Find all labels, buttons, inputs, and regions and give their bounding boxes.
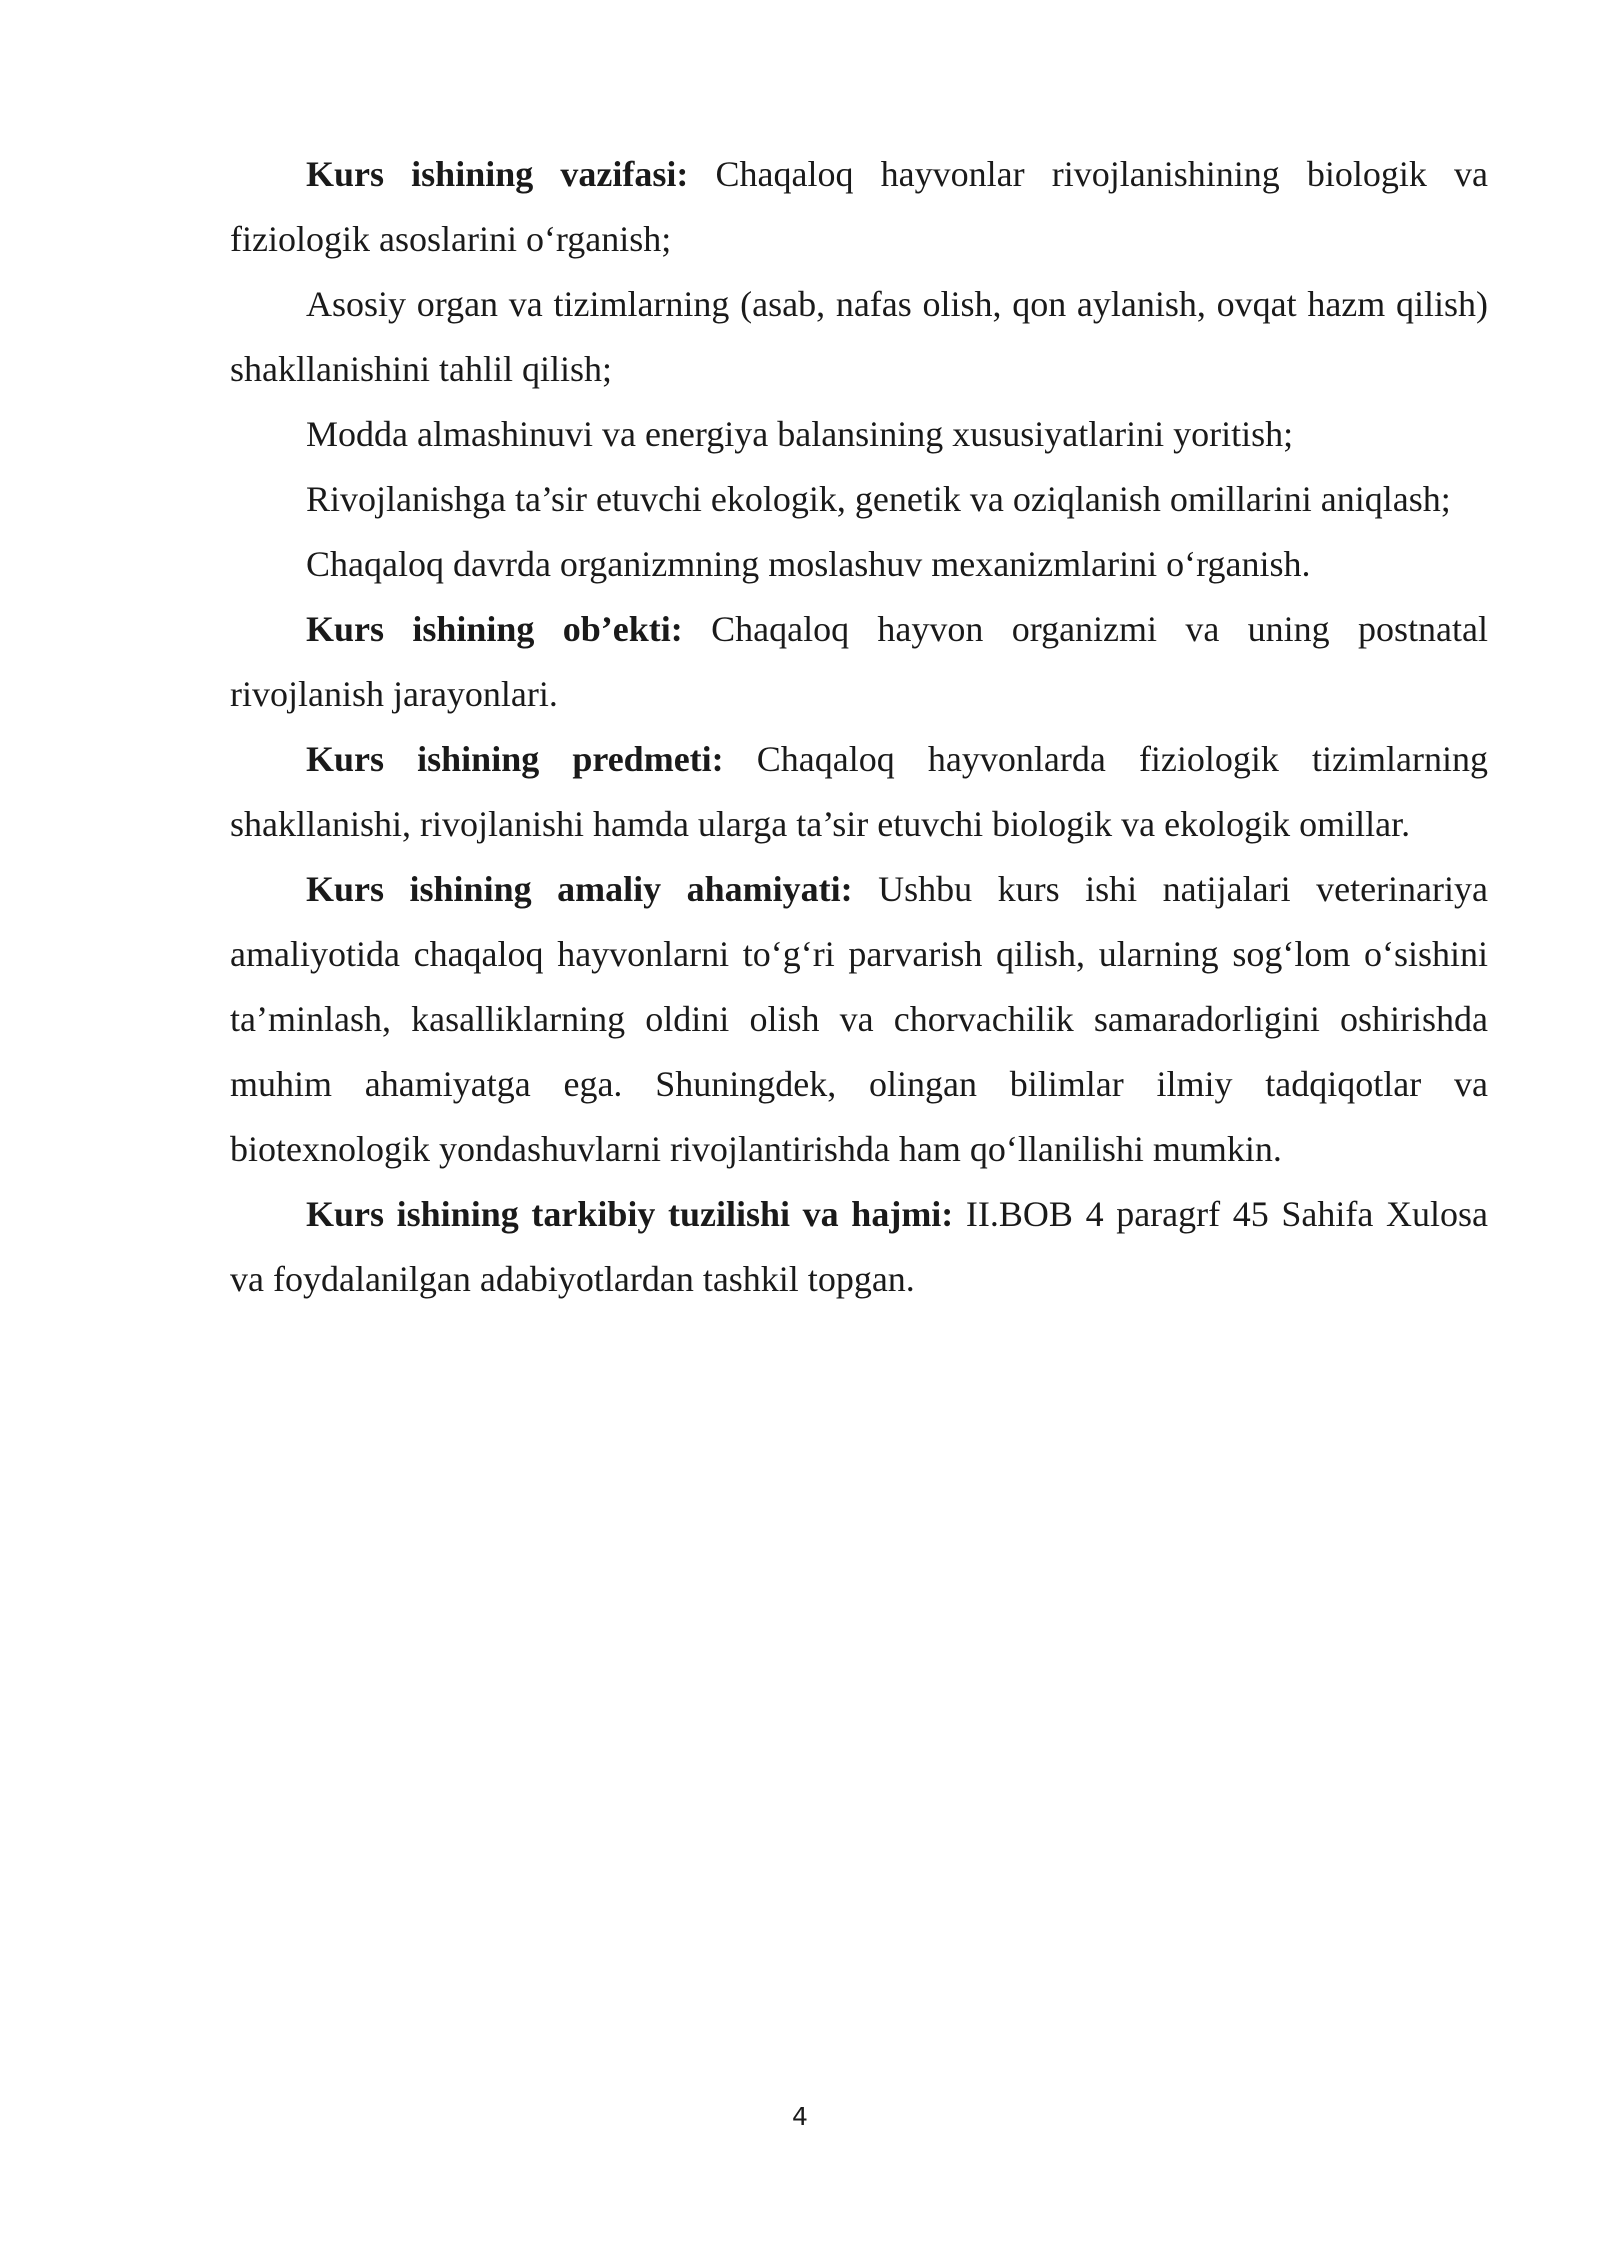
paragraph-text: Chaqaloq hayvonlarda fiziologik tizimlarning shakllanishi, rivojlanishi hamda ularga ta’sir etuvchi biologik va ekologik omillar. [230, 739, 1489, 844]
document-body [230, 142, 1488, 1312]
paragraph-label: Kurs ishining ob’ekti: [306, 609, 683, 649]
page-number: 4 [792, 2102, 808, 2131]
paragraph-tasks [230, 142, 1488, 272]
paragraph-task-organs [230, 272, 1488, 402]
paragraph-structure [230, 1182, 1488, 1312]
paragraph-label: Kurs ishining vazifasi: [306, 154, 689, 194]
paragraph-text: Chaqaloq davrda organizmning moslashuv mexanizmlarini o‘rganish. [306, 544, 1311, 584]
paragraph-label: Kurs ishining amaliy ahamiyati: [306, 869, 853, 909]
paragraph-text: Chaqaloq hayvon organizmi va uning postnatal rivojlanish jarayonlari. [230, 609, 1488, 714]
paragraph-text: II.BOB 4 paragrf 45 Sahifa Xulosa va foydalanilgan adabiyotlardan tashkil topgan. [230, 1194, 1488, 1299]
paragraph-task-metabolism [230, 402, 1488, 467]
paragraph-text: Asosiy organ va tizimlarning (asab, nafas olish, qon aylanish, ovqat hazm qilish) shakllanishini tahlil qilish; [230, 284, 1488, 389]
paragraph-text: Modda almashinuvi va energiya balansining xususiyatlarini yoritish; [306, 414, 1294, 454]
paragraph-task-factors [230, 467, 1488, 532]
paragraph-text: Ushbu kurs ishi natijalari veterinariya amaliyotida chaqaloq hayvonlarni to‘g‘ri parvarish qilish, ularning sog‘lom o‘sishini ta’minlash, kasalliklarning oldini olish va chorvachilik samaradorligini oshirishda muhim ahamiyatga ega. Shuningdek, olingan bilimlar ilmiy tadqiqotlar va biotexnologik yondashuvlarni rivojlantirishda ham qo‘llanilishi mumkin. [230, 869, 1488, 1169]
paragraph-label: Kurs ishining tarkibiy tuzilishi va hajmi: [306, 1194, 954, 1234]
paragraph-text: Rivojlanishga ta’sir etuvchi ekologik, genetik va oziqlanish omillarini aniqlash; [306, 479, 1451, 519]
paragraph-label: Kurs ishining predmeti: [306, 739, 724, 779]
paragraph-practical-significance [230, 857, 1488, 1182]
paragraph-task-adaptation [230, 532, 1488, 597]
paragraph-text: Chaqaloq hayvonlar rivojlanishining biologik va fiziologik asoslarini o‘rganish; [230, 154, 1489, 259]
paragraph-subject [230, 727, 1488, 857]
paragraph-object [230, 597, 1488, 727]
